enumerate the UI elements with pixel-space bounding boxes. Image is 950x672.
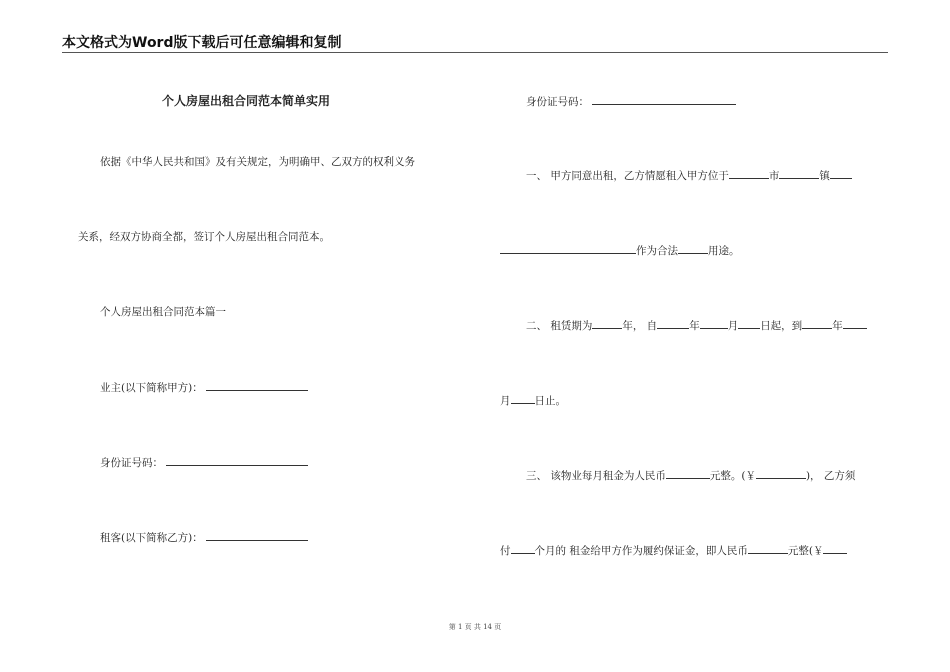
tenant-row [100,530,308,545]
town-field[interactable] [779,168,819,179]
city-field[interactable] [729,168,769,179]
usage-label: 作为合法 [636,245,678,257]
end-month-lead-field[interactable] [843,318,867,329]
usage-field[interactable] [678,243,708,254]
owner-label: 业主(以下简称甲方)： [100,382,203,394]
header-text: 本文格式为Word版下载后可任意编辑和复制 [62,35,342,51]
clause-2-from: 年， 自 [622,320,658,332]
clause-2-to: 日起，到 [760,320,803,332]
clause-1-line-2 [500,243,740,258]
start-day-field[interactable] [738,318,760,329]
owner-id-row [100,455,308,470]
clause-3-line-1 [526,468,855,483]
tenant-id-row [526,94,736,109]
owner-id-field[interactable] [166,455,308,466]
rent-number-field[interactable] [756,468,806,479]
clause-2-text: 二、 租赁期为 [526,320,593,332]
end-day-suffix: 日止。 [534,395,566,407]
tenant-id-label: 身份证号码： [526,96,589,108]
start-year-suffix: 年 [689,320,700,332]
clause-1-text: 一、 甲方同意出租，乙方情愿租入甲方位于 [526,170,729,182]
usage-suffix: 用途。 [708,245,740,257]
tenant-id-field[interactable] [592,94,736,105]
start-month-field[interactable] [700,318,728,329]
tenant-name-field[interactable] [206,530,308,541]
tenant-label: 租客(以下简称乙方)： [100,532,203,544]
clause-2-line-1 [526,318,867,333]
clause-3-line-2 [500,543,847,558]
lease-years-field[interactable] [592,318,622,329]
property-field[interactable] [500,243,636,254]
page-footer [0,622,950,632]
clause-3-text: 三、 该物业每月租金为人民币 [526,470,666,482]
end-year-suffix: 年 [832,320,843,332]
clause-1-line-1 [526,168,852,183]
rent-amount-field[interactable] [666,468,710,479]
start-month-suffix: 月 [727,320,739,332]
start-year-field[interactable] [657,318,689,329]
deposit-number-field[interactable] [823,543,847,554]
owner-name-field[interactable] [206,380,308,391]
page-number: 第 1 页 共 14 页 [448,623,502,631]
document-title: 个人房屋出租合同范本简单实用 [162,94,331,108]
end-month-suffix: 月 [500,395,511,407]
intro-line-1: 依据《中华人民共和国》及有关规定，为明确甲、乙双方的权利义务 [100,156,415,168]
deposit-unit: 元整(￥ [787,545,824,557]
owner-row [100,380,308,395]
town-suffix: 镇 [819,170,830,182]
end-year-field[interactable] [802,318,832,329]
page-header [62,34,888,53]
section-heading: 个人房屋出租合同范本篇一 [100,306,226,318]
city-suffix: 市 [768,170,780,182]
deposit-pay-label: 付 [500,545,511,557]
deposit-months-field[interactable] [511,543,535,554]
end-day-field[interactable] [511,393,535,404]
address-field[interactable] [830,168,852,179]
owner-id-label: 身份证号码： [100,457,163,469]
clause-2-line-2 [500,393,566,408]
deposit-text: 个月的 租金给甲方作为履约保证金，即人民币 [534,545,748,557]
rent-unit: 元整。(￥ [709,470,756,482]
rent-close: )， 乙方须 [805,470,856,482]
intro-line-2: 关系，经双方协商全都，签订个人房屋出租合同范本。 [78,231,330,243]
deposit-amount-field[interactable] [748,543,788,554]
